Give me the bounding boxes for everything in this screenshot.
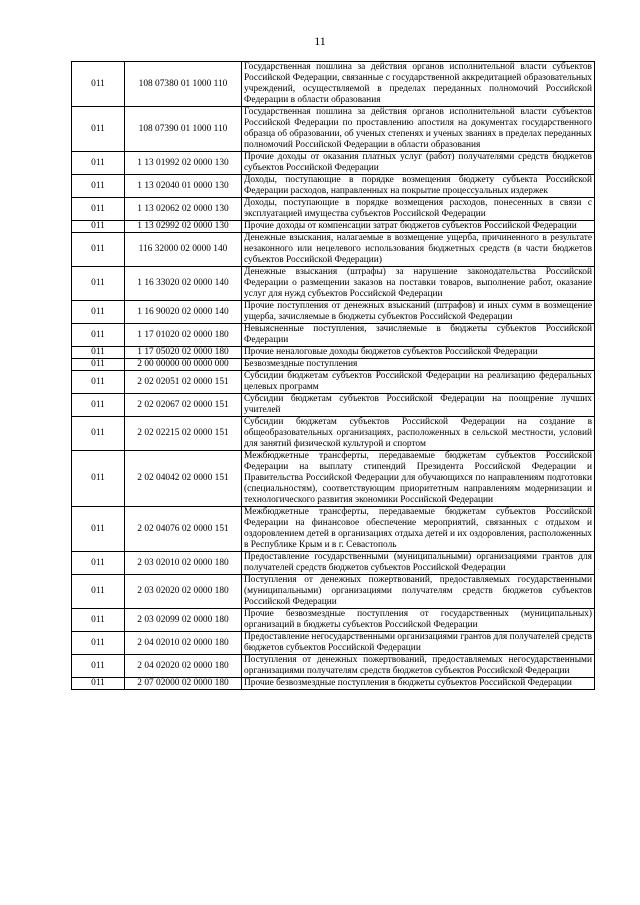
table-row bbox=[72, 221, 595, 233]
budget-classification-code-cell: 1 16 33020 02 0000 140 bbox=[125, 267, 242, 301]
budget-classification-code-cell: 2 02 04042 02 0000 151 bbox=[125, 451, 242, 507]
budget-classification-code-cell: 2 04 02020 02 0000 180 bbox=[125, 655, 242, 678]
revenue-description-cell: Доходы, поступающие в порядке возмещения расходов, понесенных в связи с эксплуатацией имущества субъектов Российской Федерации bbox=[242, 198, 595, 221]
budget-classification-code-cell: 1 13 02062 02 0000 130 bbox=[125, 198, 242, 221]
revenue-description-cell: Прочие неналоговые доходы бюджетов субъектов Российской Федерации bbox=[242, 347, 595, 359]
budget-classification-code-cell: 2 02 04076 02 0000 151 bbox=[125, 507, 242, 552]
admin-code-cell: 011 bbox=[72, 221, 125, 233]
admin-code-cell: 011 bbox=[72, 152, 125, 175]
admin-code-cell: 011 bbox=[72, 347, 125, 359]
table-row bbox=[72, 655, 595, 678]
admin-code-cell: 011 bbox=[72, 371, 125, 394]
budget-classification-code-cell: 2 03 02010 02 0000 180 bbox=[125, 552, 242, 575]
admin-code-cell: 011 bbox=[72, 609, 125, 632]
revenue-description-cell: Межбюджетные трансферты, передаваемые бюджетам субъектов Российской Федерации на финансовое обеспечение мероприятий, связанных с отдыхом и оздоровлением детей в организациях отдыха детей и их оздоровления, расположенных в Республике Крым и в г. Севастополь bbox=[242, 507, 595, 552]
admin-code-cell: 011 bbox=[72, 359, 125, 371]
admin-code-cell: 011 bbox=[72, 324, 125, 347]
budget-classification-code-cell: 2 03 02099 02 0000 180 bbox=[125, 609, 242, 632]
table-row bbox=[72, 198, 595, 221]
table-row bbox=[72, 507, 595, 552]
revenue-description-cell: Прочие доходы от компенсации затрат бюджетов субъектов Российской Федерации bbox=[242, 221, 595, 233]
table-row bbox=[72, 62, 595, 107]
revenue-description-cell: Поступления от денежных пожертвований, предоставляемых негосударственными организациями получателям средств бюджетов субъектов Российской Федерации bbox=[242, 655, 595, 678]
revenue-description-cell: Предоставление негосударственными организациями грантов для получателей средств бюджетов субъектов Российской Федерации bbox=[242, 632, 595, 655]
admin-code-cell: 011 bbox=[72, 107, 125, 152]
budget-classification-code-cell: 1 13 01992 02 0000 130 bbox=[125, 152, 242, 175]
admin-code-cell: 011 bbox=[72, 394, 125, 417]
revenue-description-cell: Субсидии бюджетам субъектов Российской Федерации на реализацию федеральных целевых программ bbox=[242, 371, 595, 394]
revenue-description-cell: Прочие безвозмездные поступления от государственных (муниципальных) организаций в бюджеты субъектов Российской Федерации bbox=[242, 609, 595, 632]
table-row bbox=[72, 359, 595, 371]
table-row bbox=[72, 175, 595, 198]
budget-classification-code-cell: 2 02 02051 02 0000 151 bbox=[125, 371, 242, 394]
table-row bbox=[72, 552, 595, 575]
revenue-description-cell: Предоставление государственными (муниципальными) организациями грантов для получателей средств бюджетов субъектов Российской Федерации bbox=[242, 552, 595, 575]
revenue-description-cell: Прочие безвозмездные поступления в бюджеты субъектов Российской Федерации bbox=[242, 678, 595, 690]
admin-code-cell: 011 bbox=[72, 62, 125, 107]
budget-classification-code-cell: 108 07380 01 1000 110 bbox=[125, 62, 242, 107]
admin-code-cell: 011 bbox=[72, 175, 125, 198]
table-row bbox=[72, 371, 595, 394]
revenue-description-cell: Межбюджетные трансферты, передаваемые бюджетам субъектов Российской Федерации на выплату стипендий Президента Российской Федерации и Правительства Российской Федерации для обучающихся по направлениям подготовки (специальностям), соответствующим приоритетным направлениям модернизации и технологического развития экономики Российской Федерации bbox=[242, 451, 595, 507]
admin-code-cell: 011 bbox=[72, 552, 125, 575]
table-row bbox=[72, 678, 595, 690]
budget-classification-code-cell: 116 32000 02 0000 140 bbox=[125, 233, 242, 267]
table-row bbox=[72, 632, 595, 655]
admin-code-cell: 011 bbox=[72, 198, 125, 221]
revenue-description-cell: Денежные взыскания, налагаемые в возмещение ущерба, причиненного в результате незаконного или нецелевого использования бюджетных средств (в части бюджетов субъектов Российской Федерации) bbox=[242, 233, 595, 267]
revenue-codes-table bbox=[71, 61, 595, 690]
budget-classification-code-cell: 1 13 02040 01 0000 130 bbox=[125, 175, 242, 198]
table-row bbox=[72, 233, 595, 267]
admin-code-cell: 011 bbox=[72, 655, 125, 678]
budget-classification-code-cell: 2 03 02020 02 0000 180 bbox=[125, 575, 242, 609]
admin-code-cell: 011 bbox=[72, 301, 125, 324]
table-row bbox=[72, 152, 595, 175]
revenue-description-cell: Безвозмездные поступления bbox=[242, 359, 595, 371]
revenue-description-cell: Поступления от денежных пожертвований, предоставляемых государственными (муниципальными) организациями получателям средств бюджетов субъектов Российской Федерации bbox=[242, 575, 595, 609]
revenue-description-cell: Невыясненные поступления, зачисляемые в бюджеты субъектов Российской Федерации bbox=[242, 324, 595, 347]
admin-code-cell: 011 bbox=[72, 632, 125, 655]
table-row bbox=[72, 575, 595, 609]
budget-classification-code-cell: 2 07 02000 02 0000 180 bbox=[125, 678, 242, 690]
admin-code-cell: 011 bbox=[72, 575, 125, 609]
page-number: 11 bbox=[314, 34, 326, 48]
table-body bbox=[72, 62, 595, 690]
budget-classification-code-cell: 1 17 01020 02 0000 180 bbox=[125, 324, 242, 347]
admin-code-cell: 011 bbox=[72, 233, 125, 267]
revenue-description-cell: Субсидии бюджетам субъектов Российской Федерации на создание в общеобразовательных организациях, расположенных в сельской местности, условий для занятий физической культурой и спортом bbox=[242, 417, 595, 451]
table-row bbox=[72, 267, 595, 301]
budget-classification-code-cell: 2 00 00000 00 0000 000 bbox=[125, 359, 242, 371]
revenue-description-cell: Прочие доходы от оказания платных услуг (работ) получателями средств бюджетов субъектов Российской Федерации bbox=[242, 152, 595, 175]
budget-classification-code-cell: 2 02 02215 02 0000 151 bbox=[125, 417, 242, 451]
table-row bbox=[72, 107, 595, 152]
revenue-description-cell: Денежные взыскания (штрафы) за нарушение законодательства Российской Федерации о размещении заказов на поставки товаров, выполнение работ, оказание услуг для нужд субъектов Российской Федерации bbox=[242, 267, 595, 301]
revenue-description-cell: Доходы, поступающие в порядке возмещения бюджету субъекта Российской Федерации расходов, направленных на покрытие процессуальных издержек bbox=[242, 175, 595, 198]
budget-classification-code-cell: 2 02 02067 02 0000 151 bbox=[125, 394, 242, 417]
admin-code-cell: 011 bbox=[72, 678, 125, 690]
admin-code-cell: 011 bbox=[72, 451, 125, 507]
budget-classification-code-cell: 108 07390 01 1000 110 bbox=[125, 107, 242, 152]
table-row bbox=[72, 394, 595, 417]
admin-code-cell: 011 bbox=[72, 267, 125, 301]
table-row bbox=[72, 417, 595, 451]
table-row bbox=[72, 301, 595, 324]
budget-classification-code-cell: 1 13 02992 02 0000 130 bbox=[125, 221, 242, 233]
admin-code-cell: 011 bbox=[72, 507, 125, 552]
budget-classification-code-cell: 1 16 90020 02 0000 140 bbox=[125, 301, 242, 324]
revenue-description-cell: Государственная пошлина за действия органов исполнительной власти субъектов Российской Федерации по проставлению апостиля на документах государственного образца об образовании, об ученых степенях и ученых званиях в пределах переданных полномочий Российской Федерации в области образования bbox=[242, 107, 595, 152]
revenue-description-cell: Субсидии бюджетам субъектов Российской Федерации на поощрение лучших учителей bbox=[242, 394, 595, 417]
admin-code-cell: 011 bbox=[72, 417, 125, 451]
table-row bbox=[72, 347, 595, 359]
revenue-description-cell: Государственная пошлина за действия органов исполнительной власти субъектов Российской Федерации, связанные с государственной аккредитацией образовательных учреждений, осуществляемой в пределах переданных полномочий Российской Федерации в области образования bbox=[242, 62, 595, 107]
table-row bbox=[72, 609, 595, 632]
budget-classification-code-cell: 2 04 02010 02 0000 180 bbox=[125, 632, 242, 655]
table-row bbox=[72, 324, 595, 347]
revenue-description-cell: Прочие поступления от денежных взысканий (штрафов) и иных сумм в возмещение ущерба, зачисляемые в бюджеты субъектов Российской Федерации bbox=[242, 301, 595, 324]
table-row bbox=[72, 451, 595, 507]
budget-classification-code-cell: 1 17 05020 02 0000 180 bbox=[125, 347, 242, 359]
